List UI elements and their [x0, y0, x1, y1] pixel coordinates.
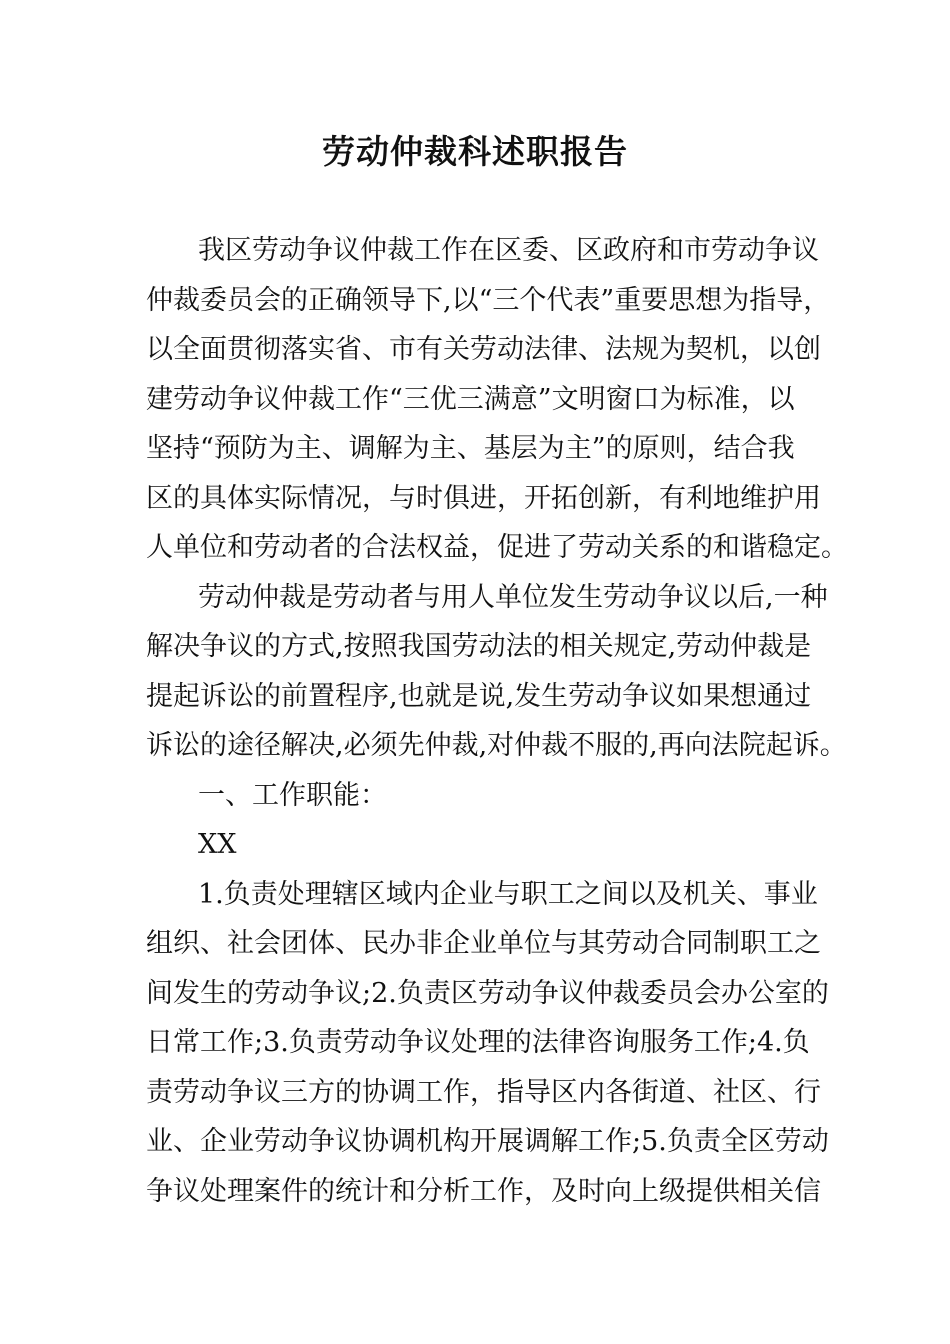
body-line: 建劳动争议仲裁工作“三优三满意”文明窗口为标准，以	[146, 383, 795, 415]
body-line: 1.负责处理辖区域内企业与职工之间以及机关、事业	[198, 878, 818, 910]
body-line: 一、工作职能：	[198, 779, 387, 811]
body-line: 日常工作;3.负责劳动争议处理的法律咨询服务工作;4.负	[146, 1027, 810, 1058]
body-line: 以全面贯彻落实省、市有关劳动法律、法规为契机，以创	[146, 334, 821, 365]
body-line: 人单位和劳动者的合法权益，促进了劳动关系的和谐稳定。	[146, 532, 848, 563]
body-line: 争议处理案件的统计和分析工作，及时向上级提供相关信	[146, 1175, 821, 1207]
body-line: XX	[198, 829, 237, 860]
body-line: 我区劳动争议仲裁工作在区委、区政府和市劳动争议	[198, 235, 819, 266]
body-line: 解决争议的方式,按照我国劳动法的相关规定,劳动仲裁是	[146, 631, 812, 662]
body-line: 间发生的劳动争议;2.负责区劳动争议仲裁委员会办公室的	[146, 977, 829, 1009]
document-title: 劳动仲裁科述职报告	[322, 132, 628, 171]
body-line: 责劳动争议三方的协调工作，指导区内各街道、社区、行	[146, 1076, 821, 1108]
body-line: 仲裁委员会的正确领导下,以“三个代表”重要思想为指导，	[146, 284, 831, 316]
body-line: 诉讼的途径解决,必须先仲裁,对仲裁不服的,再向法院起诉。	[146, 730, 847, 761]
body-line: 劳动仲裁是劳动者与用人单位发生劳动争议以后,一种	[198, 581, 828, 613]
body-line: 区的具体实际情况，与时俱进，开拓创新，有利地维护用	[146, 482, 821, 514]
body-line: 提起诉讼的前置程序,也就是说,发生劳动争议如果想通过	[146, 680, 812, 712]
body-line: 组织、社会团体、民办非企业单位与其劳动合同制职工之	[146, 928, 821, 959]
body-line: 坚持“预防为主、调解为主、基层为主”的原则，结合我	[146, 433, 795, 464]
body-line: 业、企业劳动争议协调机构开展调解工作;5.负责全区劳动	[146, 1126, 829, 1157]
document-body	[146, 226, 848, 1216]
